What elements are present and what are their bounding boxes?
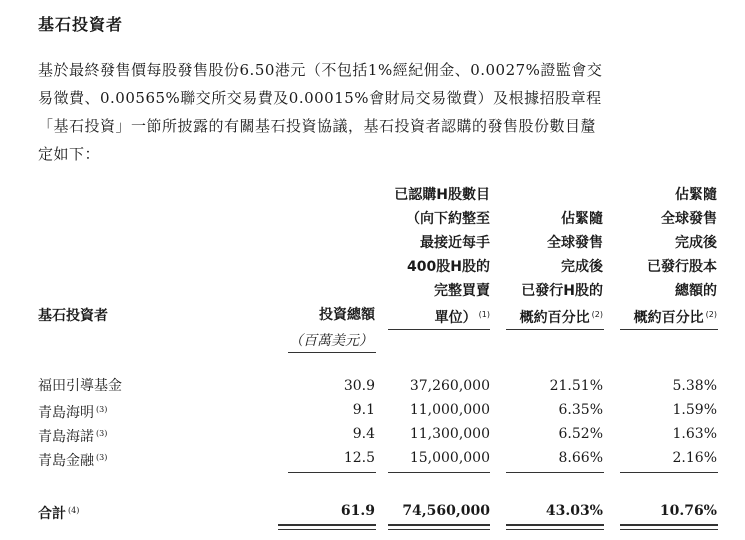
total-double-rule [506,529,604,530]
shares-cell: 11,000,000 [409,402,490,418]
header-amount-unit: （百萬美元） [289,333,373,349]
total-double-rule [620,524,718,526]
footnote-ref: (3) [96,429,108,438]
pct-h-cell: 6.35% [558,402,603,418]
total-double-rule [388,524,490,526]
total-double-rule [388,529,490,530]
total-pct-h: 43.03% [545,503,603,519]
total-double-rule [620,529,718,530]
subtotal-rule [388,472,490,473]
investor-name: 青島海諾 $^{(3)}$ [38,429,108,445]
total-amount: 61.9 [340,503,375,519]
total-label: 合計 $^{(4)}$ [38,506,80,522]
pct-total-cell: 5.38% [672,378,717,394]
table-row [0,422,745,446]
table-row [0,374,745,398]
total-double-rule [278,529,376,530]
table-row [0,398,745,422]
total-double-rule [506,524,604,526]
amount-cell: 30.9 [343,378,375,394]
header-pct-total: 佔緊隨 全球發售 完成後 已發行股本 總額的 概約百分比 $^{(2)}$ [633,187,717,326]
total-row [0,499,745,523]
amount-cell: 12.5 [343,450,375,466]
header-rule [620,329,718,330]
header-amount: 投資總額 [319,307,375,323]
shares-cell: 37,260,000 [409,378,490,394]
paragraph-line: 「基石投資」一節所披露的有關基石投資協議，基石投資者認購的發售股份數目釐 [38,117,597,135]
total-shares: 74,560,000 [402,503,490,519]
subtotal-rule [288,472,376,473]
pct-total-cell: 1.59% [672,402,717,418]
header-rule [288,352,376,353]
section-title: 基石投資者 [38,15,124,34]
header-rule [388,329,490,330]
footnote-ref: (3) [96,405,108,414]
footnote-ref: (3) [96,453,108,462]
paragraph-line: 定如下： [38,145,101,163]
shares-cell: 15,000,000 [409,450,490,466]
investor-name: 青島金融 $^{(3)}$ [38,453,108,469]
footnote-ref: (2) [705,310,717,319]
header-investor: 基石投資者 [38,308,108,324]
paragraph-line: 基於最終發售價每股發售股份6.50港元（不包括1%經紀佣金、0.0027%證監會交 [38,61,603,79]
pct-total-cell: 1.63% [672,426,717,442]
footnote-ref: (4) [68,506,80,515]
total-pct-total: 10.76% [659,503,717,519]
pct-h-cell: 8.66% [558,450,603,466]
pct-h-cell: 21.51% [549,378,603,394]
header-rule [506,329,604,330]
amount-cell: 9.4 [352,426,375,442]
total-double-rule [278,524,376,526]
intro-paragraph [38,56,728,168]
subtotal-rule [506,472,604,473]
table-row [0,446,745,470]
footnote-ref: (2) [591,310,603,319]
investor-name: 福田引導基金 [38,378,122,394]
paragraph-line: 易徵費、0.00565%聯交所交易費及0.00015%會財局交易徵費）及根據招股章程 [38,89,602,107]
header-shares: 已認購H股數目 （向下約整至 最接近每手 400股H股的 完整買賣 單位） $^{(1)}$ [394,187,490,326]
pct-total-cell: 2.16% [672,450,717,466]
pct-h-cell: 6.52% [558,426,603,442]
footnote-ref: (1) [478,310,490,319]
header-pct-h: 佔緊隨 全球發售 完成後 已發行H股的 概約百分比 $^{(2)}$ [519,211,603,326]
amount-cell: 9.1 [352,402,375,418]
shares-cell: 11,300,000 [409,426,490,442]
investor-name: 青島海明 $^{(3)}$ [38,405,108,421]
subtotal-rule [620,472,718,473]
